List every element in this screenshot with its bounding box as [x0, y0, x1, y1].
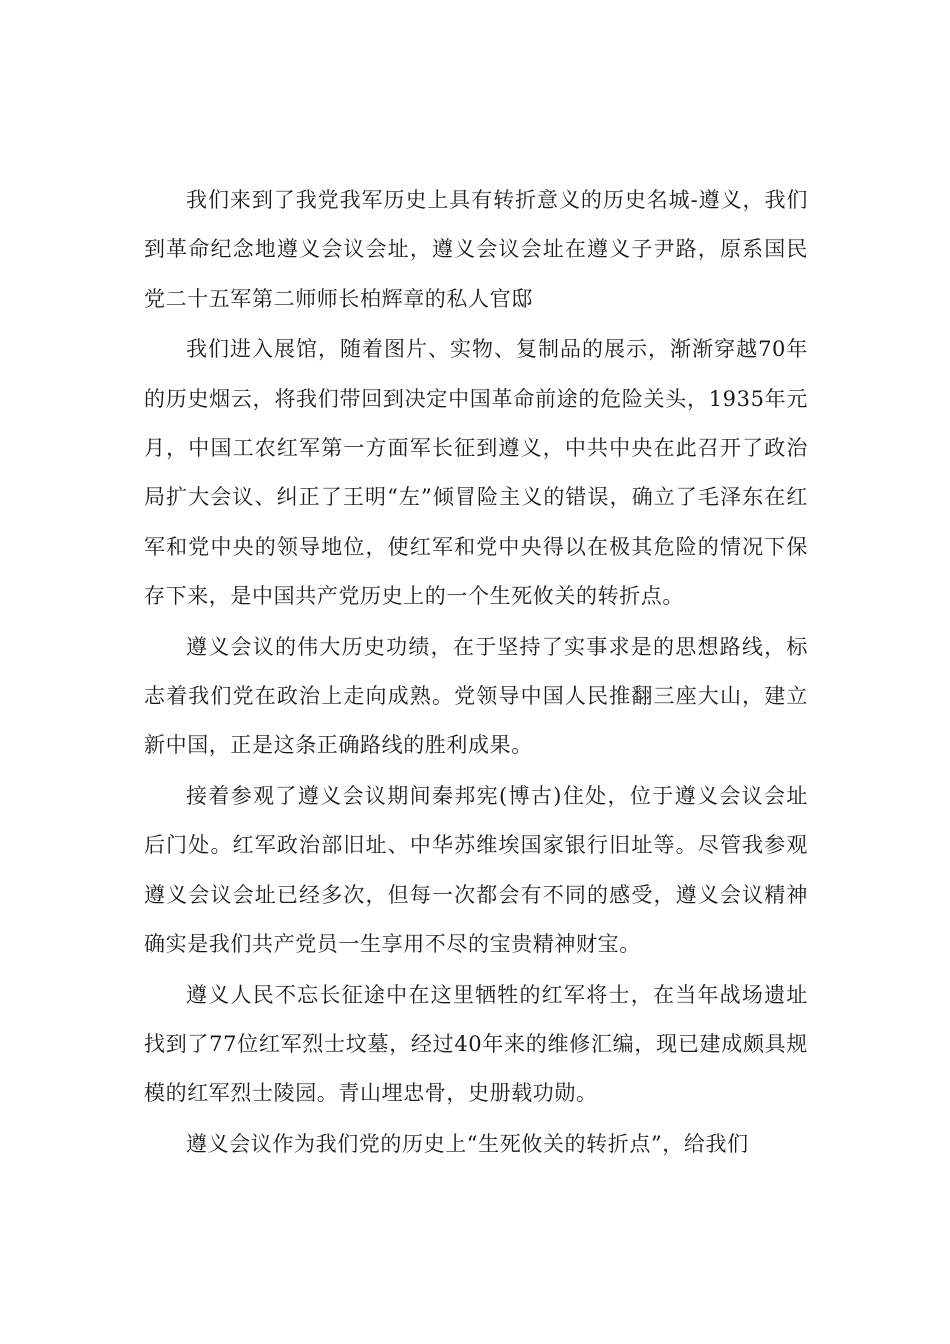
paragraph-1: 我们来到了我党我军历史上具有转折意义的历史名城-遵义，我们到革命纪念地遵义会议会址，遵义会议会址在遵义子尹路，原系国民党二十五军第二师师长柏辉章的私人官邸 [144, 188, 808, 311]
paragraph-3: 遵义会议的伟大历史功绩，在于坚持了实事求是的思想路线，标志着我们党在政治上走向成熟。党领导中国人民推翻三座大山，建立新中国，正是这条正确路线的胜利成果。 [144, 634, 808, 758]
paragraph-6: 遵义会议作为我们党的历史上“生死攸关的转折点”，给我们 [186, 1131, 749, 1156]
document-body [144, 176, 808, 1170]
paragraph-2: 我们进入展馆，随着图片、实物、复制品的展示，渐渐穿越70年的历史烟云，将我们带回到决定中国革命前途的危险关头，1935年元月，中国工农红军第一方面军长征到遵义，中共中央在此召开了政治局扩大会议、纠正了王明“左”倾冒险主义的错误，确立了毛泽东在红军和党中央的领导地位，使红军和党中央得以在极其危险的情况下保存下来，是中国共产党历史上的一个生死攸关的转折点。 [144, 337, 808, 609]
paragraph-5: 遵义人民不忘长征途中在这里牺牲的红军将士，在当年战场遗址找到了77位红军烈士坟墓，经过40年来的维修汇编，现已建成颇具规模的红军烈士陵园。青山埋忠骨，史册载功勋。 [144, 982, 808, 1106]
paragraph-4: 接着参观了遵义会议期间秦邦宪(博古)住处，位于遵义会议会址后门处。红军政治部旧址、中华苏维埃国家银行旧址等。尽管我参观遵义会议会址已经多次，但每一次都会有不同的感受，遵义会议精神确实是我们共产党员一生享用不尽的宝贵精神财宝。 [144, 783, 808, 957]
